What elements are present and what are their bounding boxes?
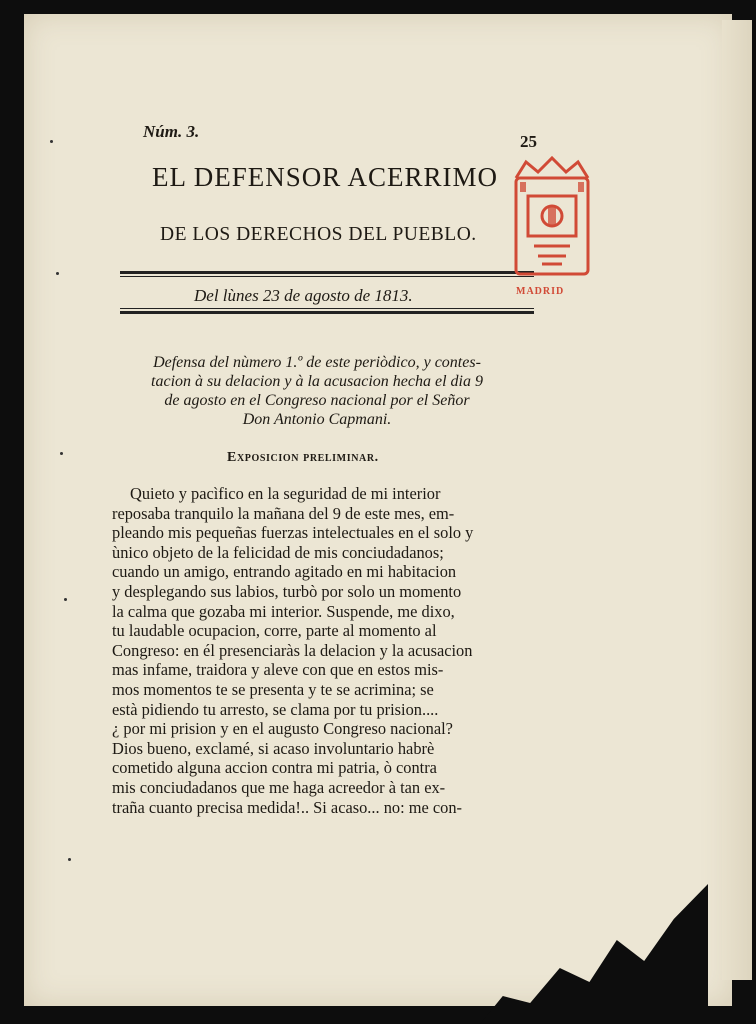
top-rule-thin [120,276,534,277]
body-line: pleando mis pequeñas fuerzas intelectuales en el solo y [112,523,474,543]
speck [64,598,67,601]
speck [68,858,71,861]
page-number: 25 [520,132,537,151]
heading-line: de agosto en el Congreso nacional por el Señor [164,392,470,409]
body-line: cuando un amigo, entrando agitado en mi habitacion [112,562,457,582]
body-line: ¿ por mi prision y en el augusto Congreso nacional? [112,719,453,739]
heading-line: tacion à su delacion y à la acusacion hecha el dia 9 [151,373,483,390]
stamp-caption: MADRID [516,286,565,297]
library-stamp-icon [508,156,596,280]
heading-line: Defensa del nùmero 1.º de este periòdico, y contes- [153,354,481,371]
body-line: mas infame, traidora y aleve con que en estos mis- [112,660,444,680]
speck [60,452,63,455]
body-line: cometido alguna accion contra mi patria, ò contra [112,758,437,778]
bottom-rule [120,311,534,314]
issue-date: Del lùnes 23 de agosto de 1813. [194,286,413,305]
speck [50,140,53,143]
newspaper-title: EL DEFENSOR ACERRIMO [152,162,499,192]
body-line: traña cuanto precisa medida!.. Si acaso... no: me con- [112,797,462,817]
page-edge [722,20,752,980]
speck [56,272,59,275]
body-line: y desplegando sus labios, turbò por solo un momento [112,581,462,601]
body-line: Quieto y pacìfico en la seguridad de mi interior [130,484,441,503]
body-line: la calma que gozaba mi interior. Suspende, me dixo, [112,601,455,621]
newspaper-subtitle: DE LOS DERECHOS DEL PUEBLO. [160,224,477,245]
section-title: Exposicion preliminar. [227,450,379,465]
body-line: Congreso: en él presenciaràs la delacion y la acusacion [112,640,473,660]
issue-number: Núm. 3. [143,122,200,141]
bottom-rule-thin [120,308,534,309]
body-line: mis conciudadanos que me haga acreedor à tan ex- [112,777,446,797]
body-line: Dios bueno, exclamé, si acaso involuntario habrè [112,738,435,758]
article-body [112,484,528,817]
body-line: està pidiendo tu arresto, se clama por tu prision.... [112,699,439,719]
article-heading [114,353,520,429]
top-rule [120,271,534,274]
body-line: reposaba tranquilo la mañana del 9 de este mes, em- [112,503,455,523]
body-line: tu laudable ocupacion, corre, parte al momento al [112,621,437,641]
heading-line: Don Antonio Capmani. [242,411,392,428]
body-line: mos momentos te se presenta y te se acrimina; se [112,679,434,699]
body-line: ùnico objeto de la felicidad de mis conciudadanos; [112,542,444,562]
